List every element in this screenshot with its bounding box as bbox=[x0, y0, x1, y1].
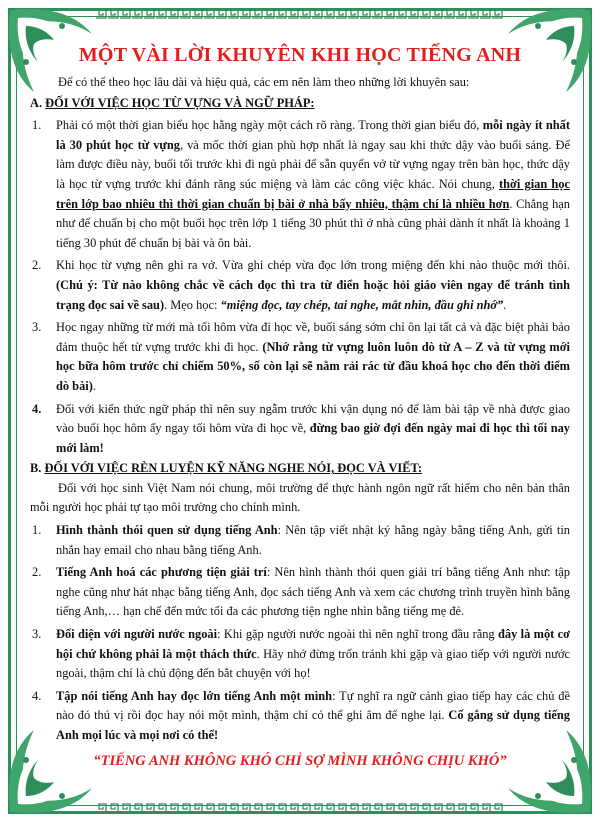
section-b-intro: Đối với học sinh Việt Nam nói chung, môi trường để thực hành ngôn ngữ rất hiếm cho nên bản thân mỗi người học phải tự tạo môi trường cho chính mình. bbox=[30, 480, 570, 515]
item-text: Khi học từ vựng nên ghi ra vở. Vừa ghi chép vừa đọc lớn trong miệng đến khi nào thuộc mới thôi. (Chú ý: Từ nào không chắc về cách đọc thì tra từ điển hoặc hỏi giáo viên ngay để tránh tình trạng đọc sai về sau). Mẹo học: “miệng đọc, tay chép, tai nghe, mắt nhìn, đầu ghi nhớ”. bbox=[56, 258, 570, 312]
item-number: 1. bbox=[32, 523, 42, 538]
section-a-marker: A. bbox=[30, 95, 43, 110]
item-text: Tiếng Anh hoá các phương tiện giải trí: Nên hình thành thói quen giải trí bằng tiếng Anh như: tập nghe cũng như hát nhạc bằng tiếng Anh, đọc sách tiếng Anh và xem các chương trình truyền hình bằng tiếng Anh,… hạn chế đến mức tối đa các phương tiện nghe nhìn bằng tiếng mẹ đẻ. bbox=[56, 565, 571, 619]
section-a-item bbox=[30, 116, 570, 253]
section-b-item bbox=[30, 625, 570, 684]
section-a-title: ĐỐI VỚI VIỆC HỌC TỪ VỰNG VÀ NGỮ PHÁP: bbox=[45, 95, 315, 110]
section-b-title: ĐỐI VỚI VIỆC RÈN LUYỆN KỸ NĂNG NGHE NÓI, ĐỌC VÀ VIẾT: bbox=[44, 461, 422, 476]
item-number: 4. bbox=[32, 688, 42, 703]
section-b-item bbox=[30, 563, 570, 622]
item-text: Tập nói tiếng Anh hay đọc lớn tiếng Anh một mình: Tự nghĩ ra ngữ cảnh giao tiếp hay các chủ đề nào đó thú vị rồi đọc hay nói một mình, thậm chí có thể ghi âm để nghe lại. Cố gắng sử dụng tiếng Anh mọi lúc và mọi nơi có thể! bbox=[56, 688, 570, 742]
item-text: Học ngay những từ mới mà tối hôm vừa đi học về, buổi sáng sớm chỉ ôn lại tất cả và đặc biệt phải bảo đảm thuộc hết từ vựng trước khi đi học. (Nhớ rằng từ vựng luôn luôn dò từ A – Z và từ vựng mới học bữa hôm trước chỉ chiếm 50%, số còn lại sẽ nằm rải rác từ đầu khoá học cho đến thời điểm dò bài). bbox=[56, 320, 570, 393]
item-number: 3. bbox=[32, 320, 42, 335]
section-a-item bbox=[30, 400, 570, 459]
item-text: Hình thành thói quen sử dụng tiếng Anh: Nên tập viết nhật ký hằng ngày bằng tiếng Anh, gửi tin nhắn hay email cho nhau bằng tiếng Anh. bbox=[56, 523, 570, 557]
item-number: 4. bbox=[32, 401, 42, 416]
section-b-heading bbox=[30, 459, 570, 479]
intro-paragraph: Để có thể theo học lâu dài và hiệu quả, các em nên làm theo những lời khuyên sau: bbox=[58, 75, 470, 89]
closing-quote: “TIẾNG ANH KHÔNG KHÓ CHỈ SỢ MÌNH KHÔNG CHỊU KHÓ” bbox=[93, 752, 507, 769]
greek-key-border-bottom bbox=[96, 803, 504, 813]
item-text: Đối với kiến thức ngữ pháp thì nên suy ngẫm trước khi vận dụng nó để làm bài tập về nhà được giao vào buổi học hôm ấy ngay tối hôm vừa đi học về, đừng bao giờ đợi đến ngày mai đi học thì tối nay mới làm! bbox=[56, 401, 570, 455]
item-number: 2. bbox=[32, 258, 42, 273]
section-a-item bbox=[30, 318, 570, 396]
item-text: Đối diện với người nước ngoài: Khi gặp người nước ngoài thì nên nghĩ trong đầu rằng đây là một cơ hội chứ không phải là một thách thức. Hãy nhớ đừng trốn tránh khi gặp và giao tiếp với người nước ngoài, thậm chí là chủ động đến bắt chuyện với họ! bbox=[56, 627, 570, 681]
item-text: Phải có một thời gian biểu học hằng ngày một cách rõ ràng. Trong thời gian biểu đó, mỗi ngày ít nhất là 30 phút học từ vựng, và mốc thời gian phù hợp nhất là ngay sau khi thức dậy vào buổi sáng. Để làm được điều này, buổi tối trước khi đi ngủ phải để sẵn quyển vở từ vựng ngay trên bàn học, thức dậy là học từ vựng trước khi đánh răng súc miệng và làm các công việc khác. Nói chung, thời gian học trên lớp bao nhiêu thì thời gian chuẩn bị bài ở nhà bấy nhiêu, thậm chí là nhiều hơn. Chẳng hạn như để chuẩn bị cho một buổi học trên lớp 1 tiếng 30 phút thì ở nhà cũng phải dành ít nhất là khoảng 1 tiếng 30 phút để chuẩn bị bài và ôn bài. bbox=[56, 118, 570, 250]
page-title: MỘT VÀI LỜI KHUYÊN KHI HỌC TIẾNG ANH bbox=[78, 44, 522, 66]
item-number: 1. bbox=[32, 118, 42, 133]
item-number: 2. bbox=[32, 565, 42, 580]
section-b-marker: B. bbox=[30, 461, 42, 476]
section-a-heading bbox=[30, 94, 570, 114]
section-b-item bbox=[30, 687, 570, 746]
document-content bbox=[30, 44, 570, 771]
section-b-item bbox=[30, 521, 570, 560]
item-number: 3. bbox=[32, 627, 42, 642]
greek-key-border-top bbox=[96, 9, 504, 19]
section-a-item bbox=[30, 256, 570, 315]
